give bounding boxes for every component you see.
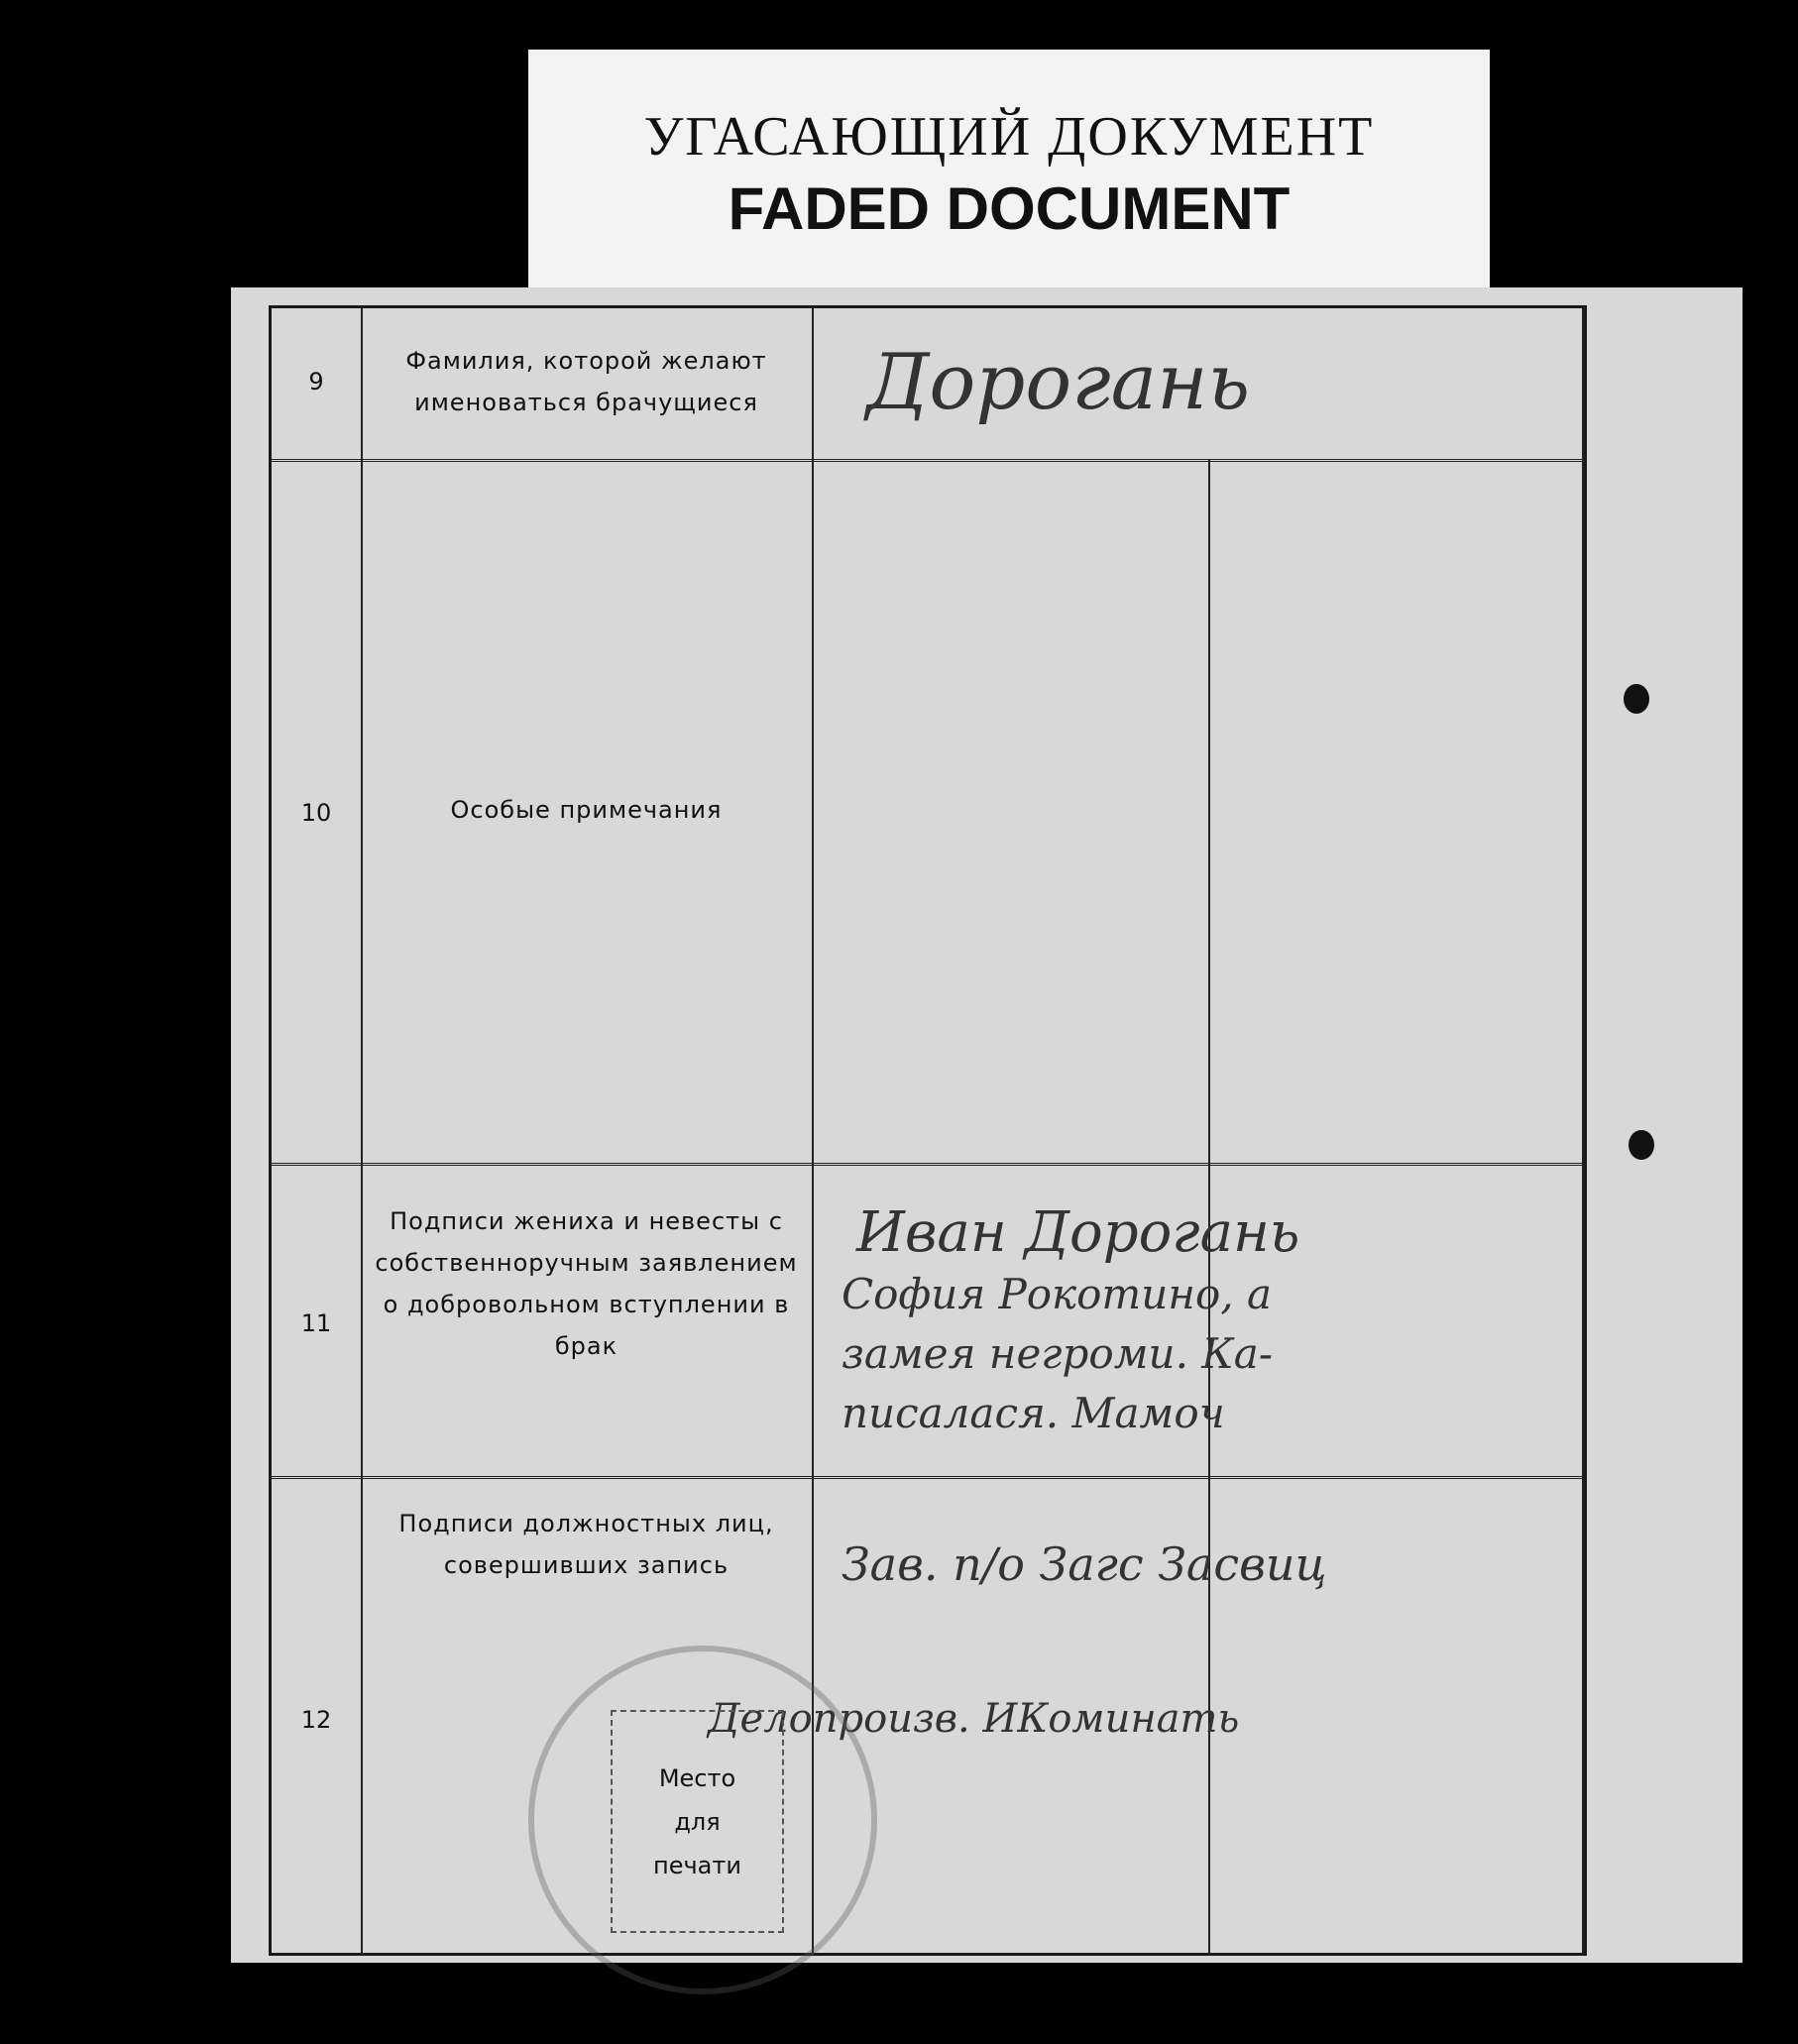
row-divider <box>272 459 1587 462</box>
handwritten-signature-line: писалася. Мамоч <box>842 1389 1225 1437</box>
row-label: Фамилия, которой желают именоваться брачущиеся <box>405 347 767 416</box>
row-label: Подписи жениха и невесты с собственноручным заявлением о добровольном вступлении в брак <box>375 1207 798 1360</box>
row-number: 9 <box>308 368 324 396</box>
handwritten-signature-line: замея негроми. Ка- <box>842 1329 1274 1378</box>
row-divider <box>272 1163 1587 1166</box>
label-english: FADED DOCUMENT <box>728 174 1291 242</box>
label-russian: УГАСАЮЩИЙ ДОКУМЕНТ <box>643 105 1375 168</box>
row-number: 12 <box>300 1706 332 1734</box>
row-number: 10 <box>300 799 332 827</box>
punch-hole <box>1629 1130 1654 1160</box>
handwritten-signature-line: София Рокотино, а <box>842 1270 1272 1318</box>
row-label: Особые примечания <box>450 796 723 824</box>
stamp-label-line: печати <box>653 1851 741 1879</box>
document-page <box>231 287 1742 1963</box>
record-form-table <box>269 305 1587 1956</box>
column-divider <box>361 308 363 1956</box>
handwritten-official-line: Зав. п/о Загс Засвиц <box>842 1537 1327 1591</box>
stamp-label-line: для <box>674 1807 721 1836</box>
handwritten-surname: Дорогань <box>866 338 1251 427</box>
column-divider <box>1582 308 1584 1956</box>
handwritten-official-line: Делопроизв. ИКоминать <box>708 1696 1240 1742</box>
stamp-label-line: Место <box>658 1763 736 1792</box>
row-label: Подписи должностных лиц, совершивших запись <box>398 1510 774 1579</box>
row-divider <box>272 1476 1587 1479</box>
punch-hole <box>1624 684 1649 714</box>
row-number: 11 <box>300 1309 332 1337</box>
stamp-placeholder-box <box>611 1710 784 1933</box>
handwritten-signature-line: Иван Дорогань <box>856 1200 1300 1265</box>
faded-document-label <box>528 50 1490 287</box>
